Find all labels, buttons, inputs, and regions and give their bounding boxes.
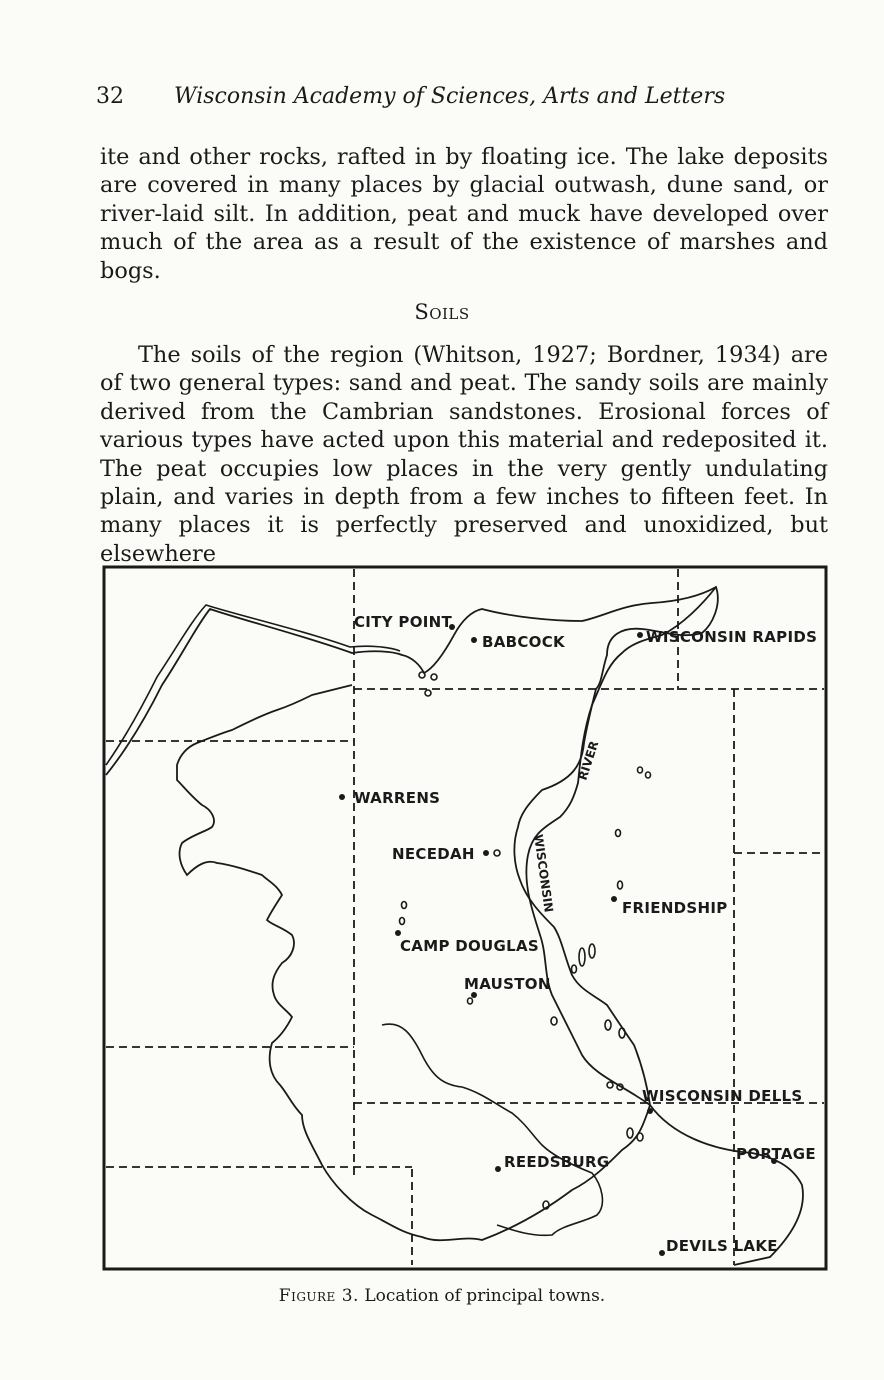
label-wisconsin-rapids: WISCONSIN RAPIDS bbox=[646, 628, 818, 646]
town-dot-friendship bbox=[611, 896, 617, 902]
page-number: 32 bbox=[96, 84, 124, 109]
label-devils-lake: DEVILS LAKE bbox=[666, 1237, 778, 1255]
figure-text: Location of principal towns. bbox=[364, 1286, 606, 1306]
figure-label: Figure 3. bbox=[278, 1286, 359, 1306]
town-dot-reedsburg bbox=[495, 1166, 501, 1172]
town-dot-warrens bbox=[339, 794, 345, 800]
label-necedah: NECEDAH bbox=[392, 845, 475, 863]
running-head: Wisconsin Academy of Sciences, Arts and Letters bbox=[174, 84, 726, 109]
paragraph-1: ite and other rocks, rafted in by floating ice. The lake deposits are covered in many places by glacial outwash, dune sand, or river-laid silt. In addition, peat and muck have developed over much of the area as a result of the existence of marshes and bogs. bbox=[100, 144, 828, 284]
figure-caption bbox=[0, 1286, 884, 1306]
town-dot-wisconsin-dells bbox=[647, 1108, 653, 1114]
map-frame bbox=[104, 567, 826, 1269]
town-dot-babcock bbox=[471, 637, 477, 643]
label-friendship: FRIENDSHIP bbox=[622, 899, 728, 917]
label-reedsburg: REEDSBURG bbox=[504, 1153, 610, 1171]
label-camp-douglas: CAMP DOUGLAS bbox=[400, 937, 540, 955]
label-babcock: BABCOCK bbox=[482, 633, 565, 651]
label-warrens: WARRENS bbox=[354, 789, 441, 807]
label-wisconsin-dells: WISCONSIN DELLS bbox=[642, 1087, 803, 1105]
section-heading: Soils bbox=[414, 300, 470, 324]
label-river: RIVER bbox=[575, 739, 602, 782]
paragraph-2: The soils of the region (Whitson, 1927; Bordner, 1934) are of two general types: sand and peat. The sandy soils are mainly derived from the Cambrian sandstones. Erosional forces of various types have acted upon this material and redeposited it. The peat occupies low places in the very gently undulating plain, and varies in depth from a few inches to fifteen feet. In many places it is perfectly preserved and unoxidized, but elsewhere bbox=[100, 342, 828, 567]
town-dot-camp-douglas bbox=[395, 930, 401, 936]
label-mauston: MAUSTON bbox=[464, 975, 551, 993]
town-dot-necedah bbox=[483, 850, 489, 856]
town-dot-wisconsin-rapids bbox=[637, 632, 643, 638]
town-dot-devils-lake bbox=[659, 1250, 665, 1256]
location-map bbox=[102, 565, 830, 1273]
bluff-outline bbox=[382, 1024, 602, 1235]
label-portage: PORTAGE bbox=[736, 1145, 816, 1163]
county-boundaries bbox=[106, 569, 824, 1265]
page-header bbox=[96, 84, 786, 118]
label-city-point: CITY POINT bbox=[354, 613, 453, 631]
label-wisconsin-river: WISCONSIN bbox=[531, 833, 556, 914]
